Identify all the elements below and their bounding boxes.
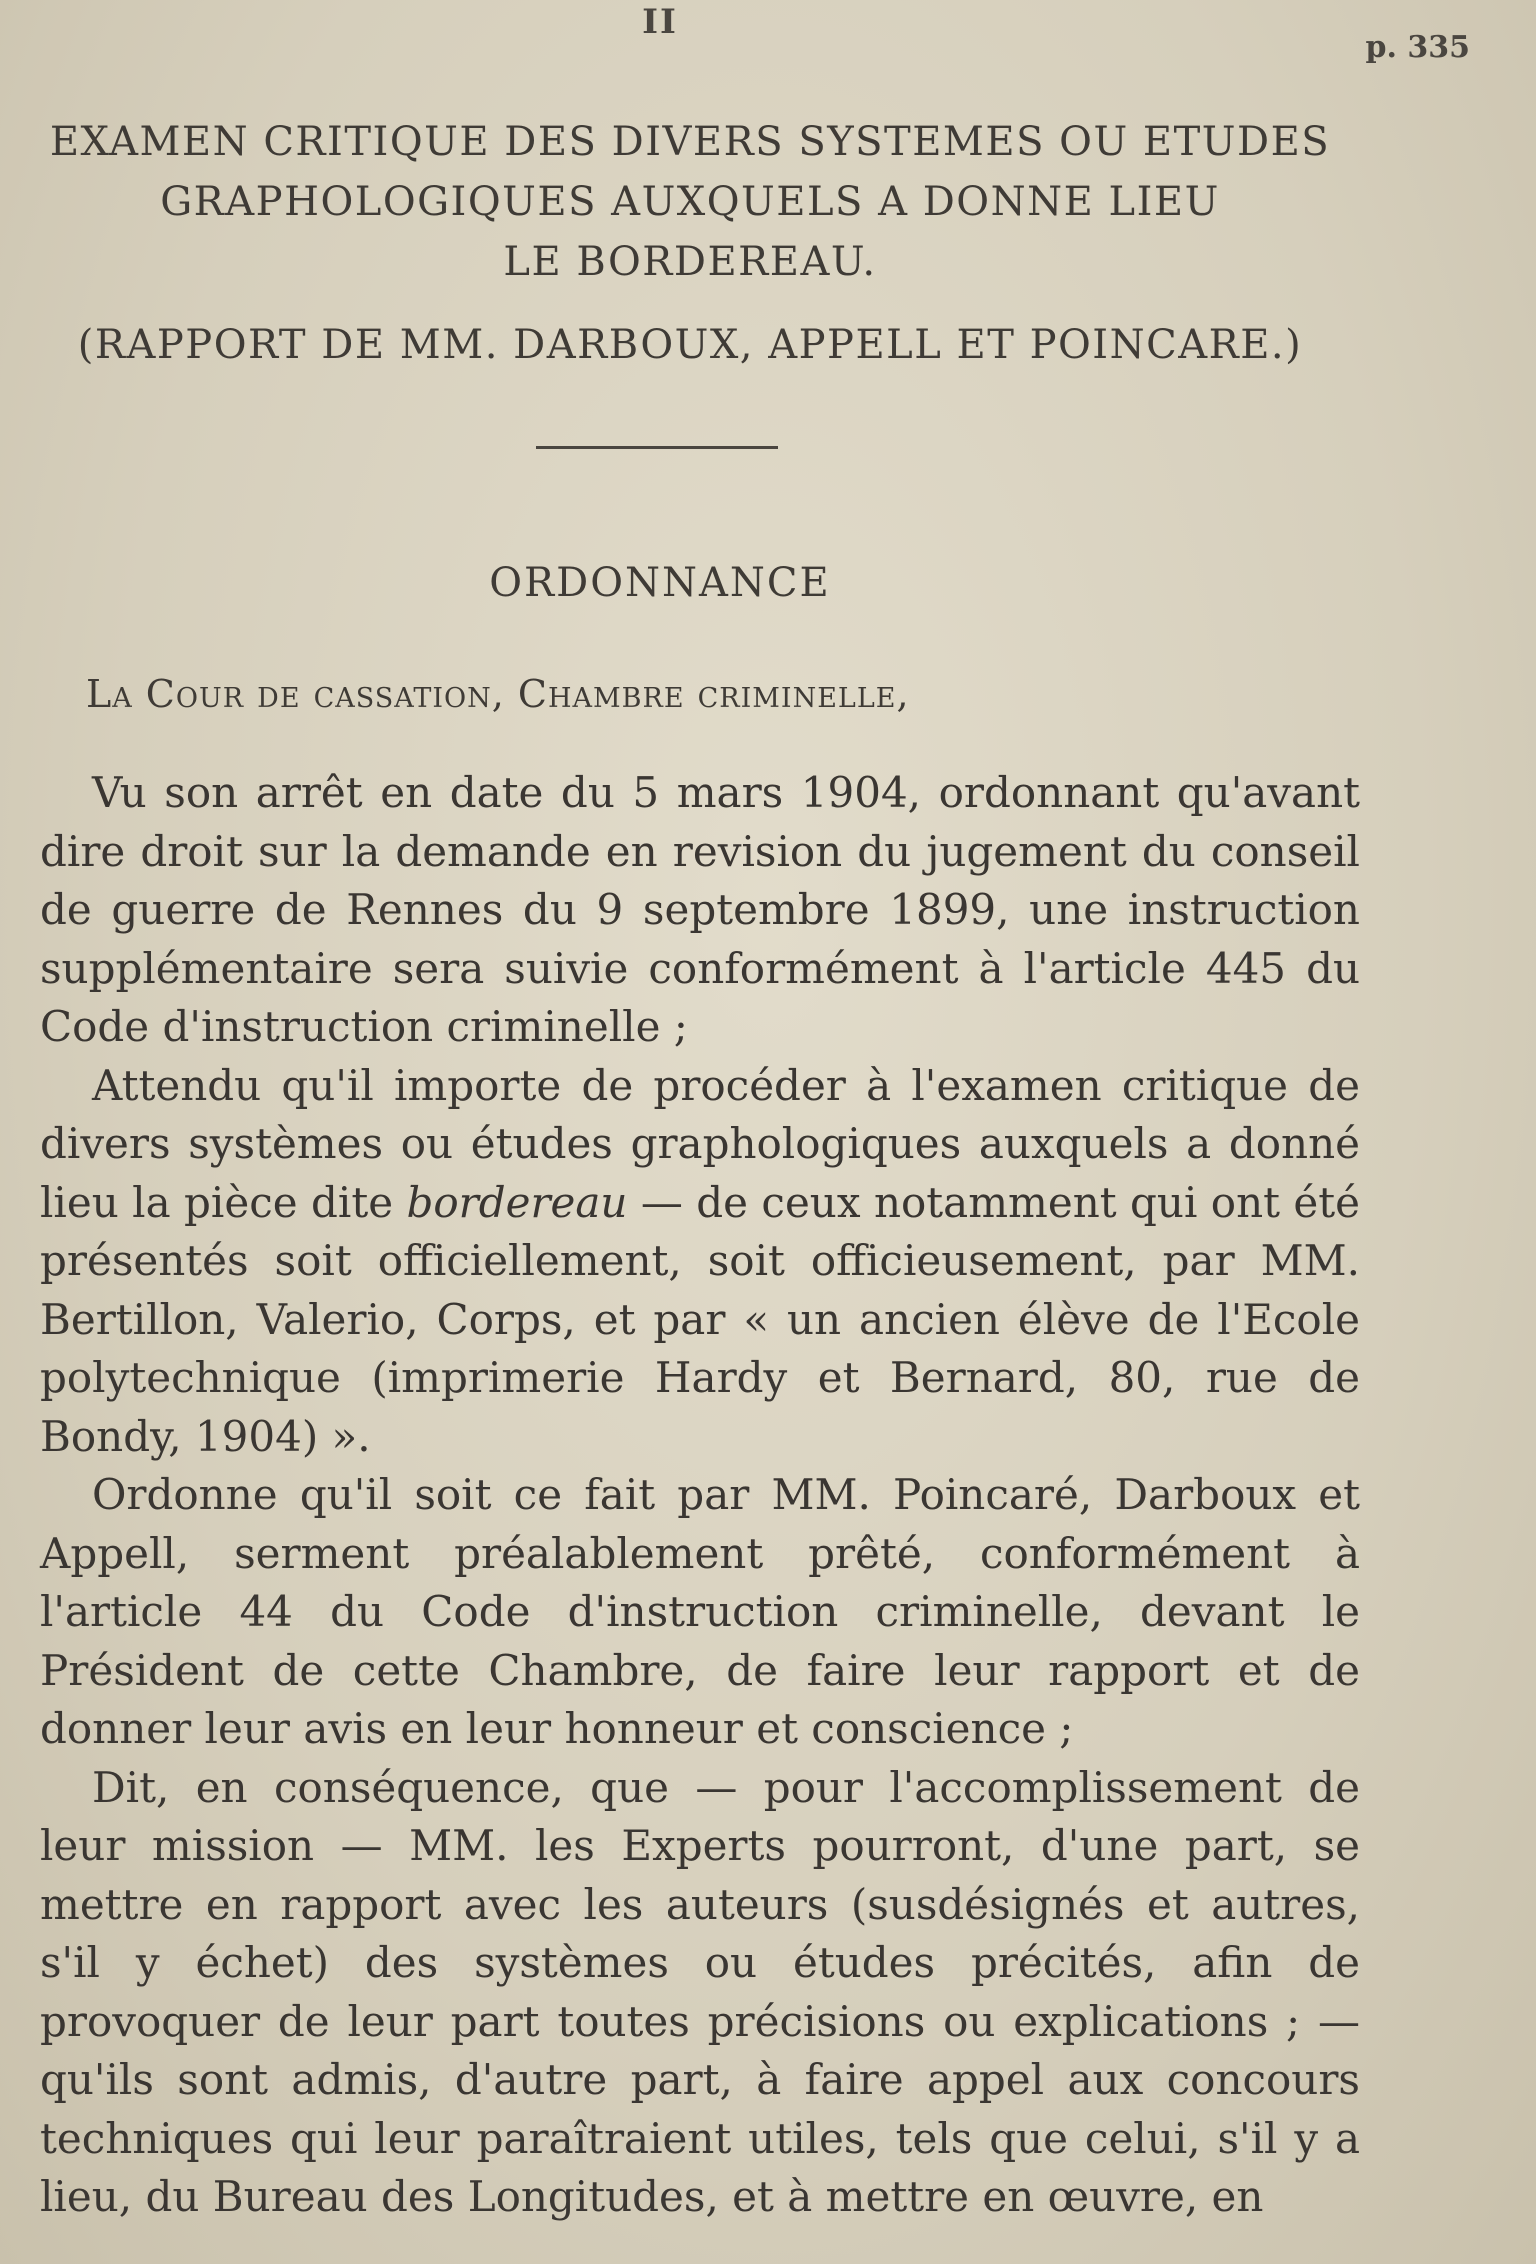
bordereau-term: bordereau <box>406 1177 628 1227</box>
paragraph-2-part-1: Attendu qu'il importe de procéder à l'examen critique de divers systèmes ou études graphologiques auxquels a donné lieu la pièce dite <box>40 1060 1360 1227</box>
page-reference: p. 335 <box>1365 30 1470 65</box>
paragraph-2 <box>40 1057 1360 1467</box>
title-line-1: EXAMEN CRITIQUE DES DIVERS SYSTEMES OU ETUDES <box>49 119 1331 165</box>
document-title <box>30 112 1350 292</box>
court-name: La Cour de cassation, Chambre criminelle, <box>86 672 910 716</box>
divider-rule <box>536 446 778 449</box>
title-line-2: GRAPHOLOGIQUES AUXQUELS A DONNE LIEU <box>160 179 1220 225</box>
body-text <box>40 764 1360 2227</box>
paragraph-4: Dit, en conséquence, que — pour l'accomplissement de leur mission — MM. les Experts pourront, d'une part, se mettre en rapport avec les auteurs (susdésignés et autres, s'il y échet) des systèmes ou études précités, afin de provoquer de leur part toutes précisions ou explications ; — qu'ils sont admis, d'autre part, à faire appel aux concours techniques qui leur paraîtraient utiles, tels que celui, s'il y a lieu, du Bureau des Longitudes, et à mettre en œuvre, en <box>40 1762 1360 2221</box>
paragraph-2-part-2: — de ceux notamment qui ont été présentés soit officiellement, soit officieusement, par MM. Bertillon, Valerio, Corps, et par « un ancien élève de l'Ecole polytechnique (imprimerie Hardy et Bernard, 80, rue de Bondy, 1904) ». <box>40 1177 1361 1461</box>
title-line-3: LE BORDEREAU. <box>503 239 877 285</box>
chapter-number: II <box>642 2 678 42</box>
paragraph-3: Ordonne qu'il soit ce fait par MM. Poincaré, Darboux et Appell, serment préalablement prêté, conformément à l'article 44 du Code d'instruction criminelle, devant le Président de cette Chambre, de faire leur rapport et de donner leur avis en leur honneur et conscience ; <box>40 1470 1360 1753</box>
report-attribution: (RAPPORT DE MM. DARBOUX, APPELL ET POINCARE.) <box>77 322 1303 368</box>
paragraph-1: Vu son arrêt en date du 5 mars 1904, ordonnant qu'avant dire droit sur la demande en revision du jugement du conseil de guerre de Rennes du 9 septembre 1899, une instruction supplémentaire sera suivie conformément à l'article 445 du Code d'instruction criminelle ; <box>40 768 1360 1051</box>
section-heading: ORDONNANCE <box>489 560 831 606</box>
